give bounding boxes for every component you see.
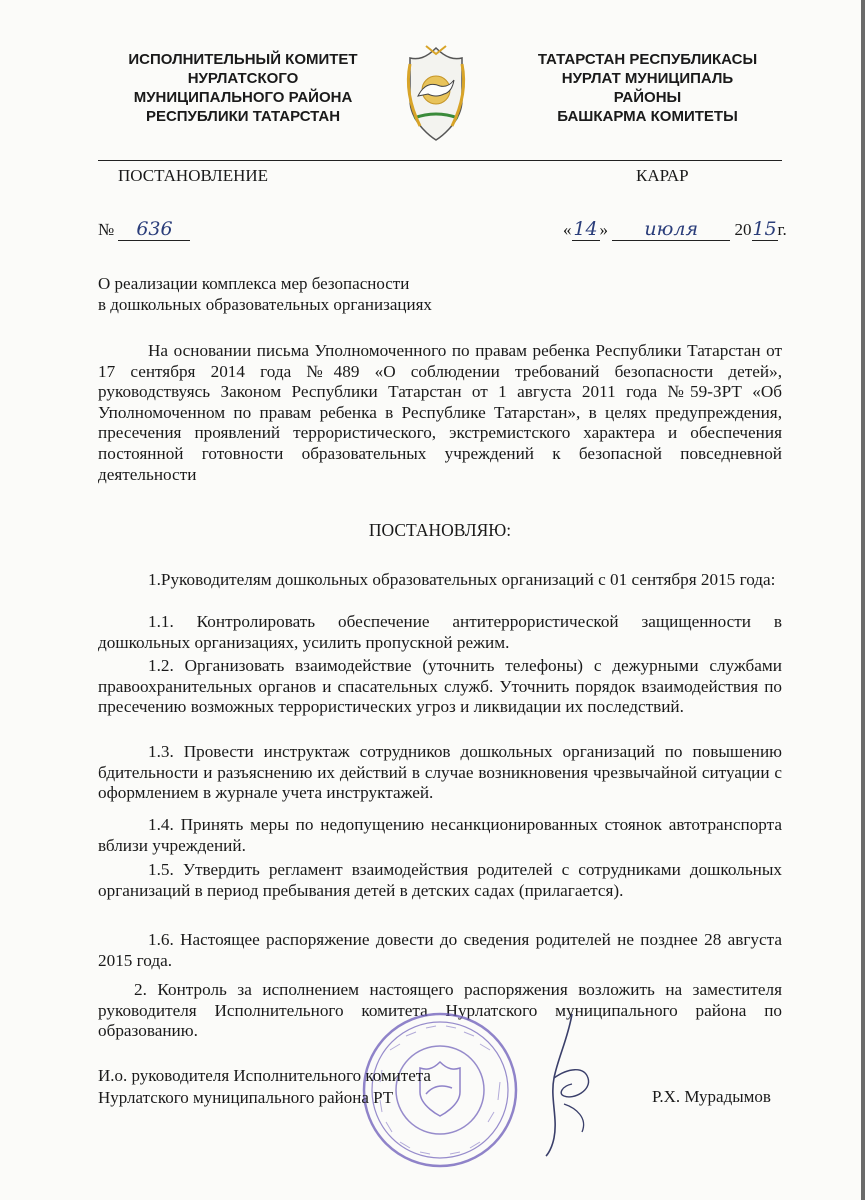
item-1-3: 1.3. Провести инструктаж сотрудников дошкольных организаций по повышению бдительности и разъяснению их действий в случае возникновения чрезвычайной ситуации с оформлением в журнале учета инструктажей. bbox=[98, 742, 782, 803]
header-divider bbox=[98, 160, 782, 161]
item-1-2: 1.2. Организовать взаимодействие (уточнить телефоны) с дежурными службами правоохранительных органов и спасательных служб. Уточнить порядок взаимодействия по пресечению возможных террористических угроз и ликвидации их последствий. bbox=[98, 656, 782, 717]
signature-position-line: Нурлатского муниципального района РТ bbox=[98, 1088, 394, 1107]
number-value: 636 bbox=[118, 218, 190, 241]
scan-edge bbox=[861, 0, 865, 1200]
subject bbox=[98, 273, 432, 315]
item-1-6: 1.6. Настоящее распоряжение довести до сведения родителей не позднее 28 августа 2015 года. bbox=[98, 930, 782, 970]
subject-line: в дошкольных образовательных организациях bbox=[98, 295, 432, 314]
item-1-5: 1.5. Утвердить регламент взаимодействия родителей с сотрудниками дошкольных организаций в период пребывания детей в детских садах (прилагается). bbox=[98, 860, 782, 900]
decree-word: ПОСТАНОВЛЯЮ: bbox=[368, 520, 512, 540]
header-left bbox=[98, 50, 388, 126]
item-1-1: 1.1. Контролировать обеспечение антитеррористической защищенности в дошкольных организациях, усилить пропускной режим. bbox=[98, 612, 782, 652]
item-1: 1.Руководителям дошкольных образовательных организаций с 01 сентября 2015 года: bbox=[148, 570, 776, 589]
signature-name: Р.Х. Мурадымов bbox=[652, 1087, 771, 1106]
handwritten-signature bbox=[528, 1008, 608, 1158]
doc-date bbox=[563, 218, 787, 241]
item-2: 2. Контроль за исполнением настоящего распоряжения возложить на заместителя руководителя Исполнительного комитета Нурлатского муниципального района по образованию. bbox=[98, 980, 782, 1041]
header-left-line: НУРЛАТСКОГО bbox=[187, 70, 299, 87]
header-right-line: БАШКАРМА КОМИТЕТЫ bbox=[557, 108, 738, 125]
header-right-line: РАЙОНЫ bbox=[613, 89, 682, 106]
coat-of-arms-emblem bbox=[396, 44, 476, 148]
date-close-quote: » bbox=[599, 220, 608, 239]
subject-line: О реализации комплекса мер безопасности bbox=[98, 274, 410, 293]
header-left-line: МУНИЦИПАЛЬНОГО РАЙОНА bbox=[133, 89, 353, 106]
date-year-suffix: 15 bbox=[752, 218, 777, 240]
doc-type-right: КАРАР bbox=[636, 166, 689, 185]
item-1-4: 1.4. Принять меры по недопущению несанкционированных стоянок автотранспорта вблизи учреждений. bbox=[98, 815, 782, 855]
header-right-line: НУРЛАТ МУНИЦИПАЛЬ bbox=[561, 70, 734, 87]
header-left-line: ИСПОЛНИТЕЛЬНЫЙ КОМИТЕТ bbox=[128, 51, 358, 68]
header-left-line: РЕСПУБЛИКИ ТАТАРСТАН bbox=[145, 108, 341, 125]
signature-position-line: И.о. руководителя Исполнительного комитета bbox=[98, 1066, 431, 1085]
doc-type-left: ПОСТАНОВЛЕНИЕ bbox=[118, 166, 269, 185]
header-right-line: ТАТАРСТАН РЕСПУБЛИКАСЫ bbox=[537, 51, 758, 68]
preamble: На основании письма Уполномоченного по правам ребенка Республики Татарстан от 17 сентября 2014 года №489 «О соблюдении требований безопасности детей», руководствуясь Законом Республики Татарстан от 1 августа 2011 года №59-ЗРТ «Об Уполномоченном по правам ребенка в Республике Татарстан», в целях предупреждения, пресечения проявлений террористического, экстремистского характера и обеспечения постоянной готовности образовательных учреждений к безопасной повседневной деятельности bbox=[98, 341, 782, 484]
doc-number bbox=[98, 218, 190, 241]
date-month: июля bbox=[612, 218, 730, 241]
date-year-prefix: 20 bbox=[734, 220, 752, 239]
header-right bbox=[510, 50, 785, 126]
date-year-end: г. bbox=[777, 220, 787, 239]
number-prefix: № bbox=[98, 220, 115, 239]
signature-position bbox=[98, 1065, 431, 1109]
date-open-quote: « bbox=[563, 220, 572, 239]
date-day: 14 bbox=[573, 218, 598, 240]
